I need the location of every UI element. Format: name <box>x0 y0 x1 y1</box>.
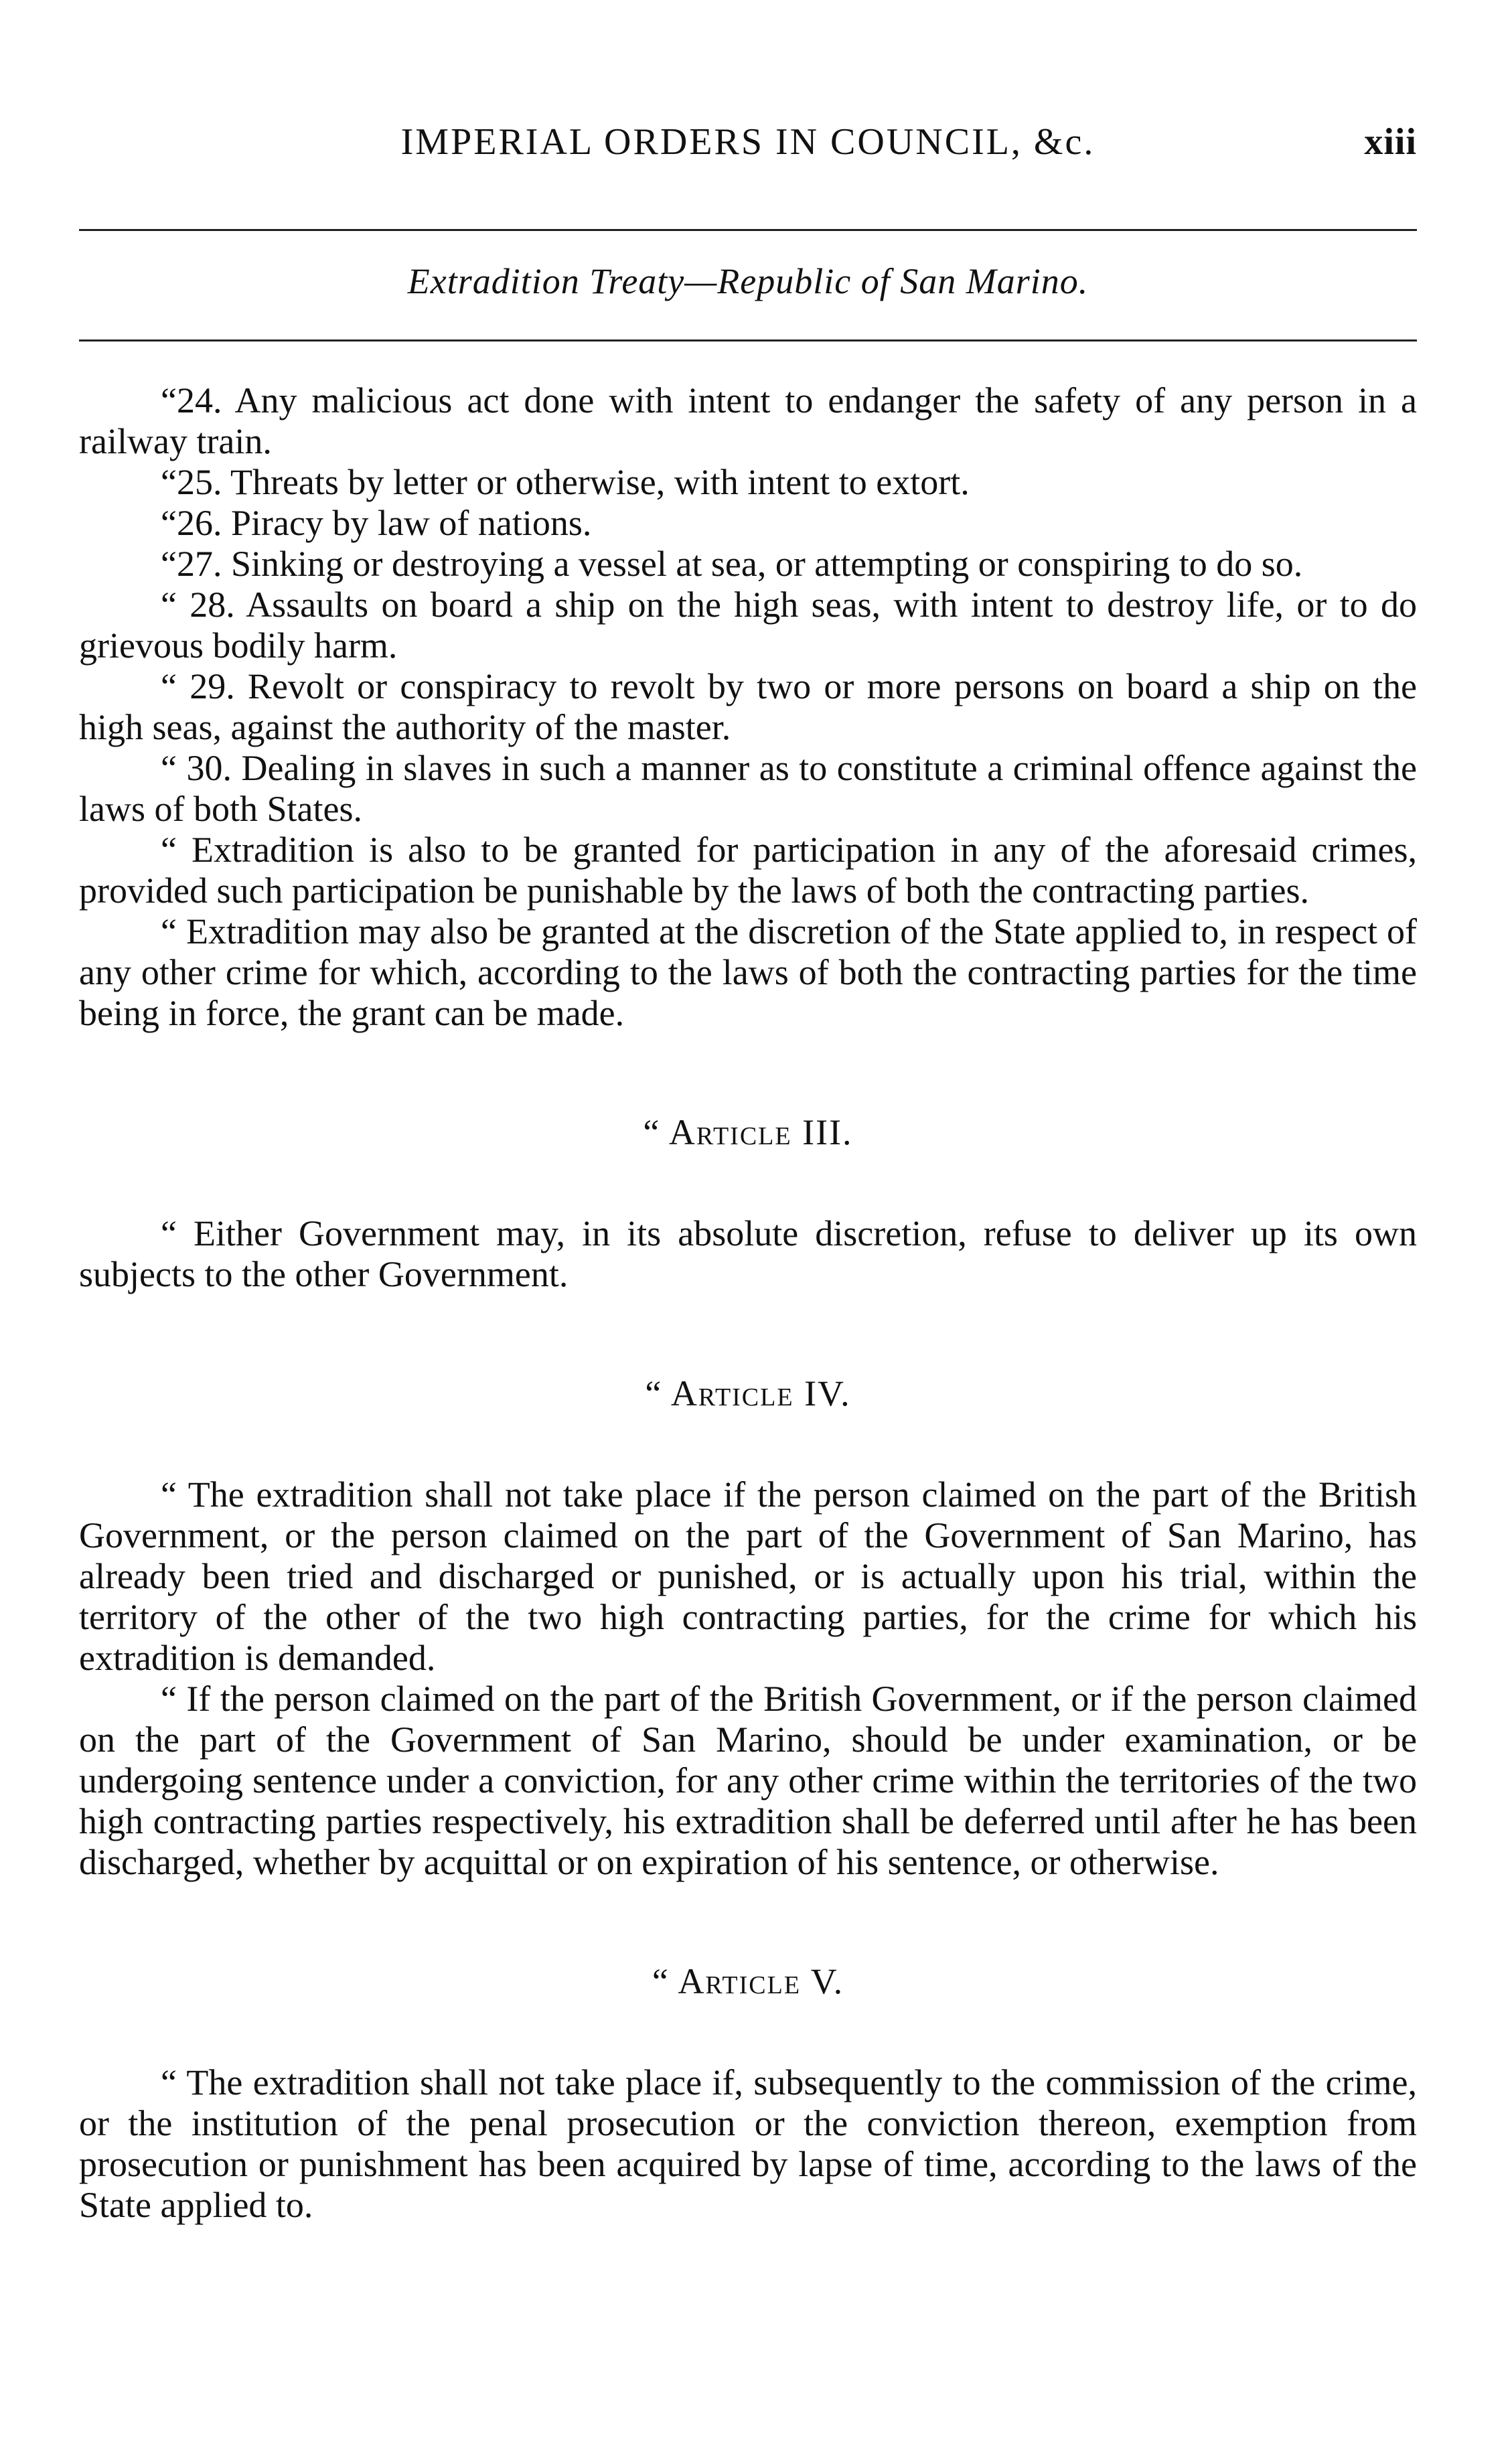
paragraph: “25. Threats by letter or otherwise, with intent to extort. <box>161 462 970 502</box>
paragraph: “ The extradition shall not take place if the person claimed on the part of the British Government, or the person claimed on the part of the Government of San Marino, has already been tried and discharged or punished, or is actually upon his trial, within the territory of the other of the two high contracting parties, for the crime for which his extradition is demanded. <box>79 1474 1417 1678</box>
article-v-body <box>79 2062 1417 2226</box>
paragraph: “ Extradition is also to be granted for participation in any of the aforesaid crimes, provided such participation be punishable by the laws of both the contracting parties. <box>79 830 1417 911</box>
paragraph: “ 29. Revolt or conspiracy to revolt by two or more persons on board a ship on the high seas, against the authority of the master. <box>79 666 1417 747</box>
article-iv-heading <box>79 1373 1417 1414</box>
section-subheading: Extradition Treaty—Republic of San Marino. <box>407 261 1089 301</box>
document-page <box>79 121 1417 2226</box>
header-rule <box>79 229 1417 231</box>
paragraph: “24. Any malicious act done with intent to endanger the safety of any person in a railway train. <box>79 380 1417 461</box>
article-iii-heading <box>79 1112 1417 1153</box>
article-heading-text: “ Article IV. <box>645 1373 851 1413</box>
running-head-title: IMPERIAL ORDERS IN COUNCIL, &c. <box>400 121 1095 163</box>
paragraph: “ 28. Assaults on board a ship on the high seas, with intent to destroy life, or to do grievous bodily harm. <box>79 585 1417 666</box>
paragraph: “ Extradition may also be granted at the discretion of the State applied to, in respect of any other crime for which, according to the laws of both the contracting parties for the time being in force, the grant can be made. <box>79 911 1417 1033</box>
paragraph: “ If the person claimed on the part of the British Government, or if the person claimed on the part of the Government of San Marino, should be under examination, or be undergoing sentence under a conviction, for any other crime within the territories of the two high contracting parties respectively, his extradition shall be deferred until after he has been discharged, whether by acquittal or on expiration of his sentence, or otherwise. <box>79 1679 1417 1882</box>
page-number: xiii <box>1364 121 1417 163</box>
subheading-rule <box>79 339 1417 341</box>
paragraph: “ 30. Dealing in slaves in such a manner as to constitute a criminal offence against the laws of both States. <box>79 748 1417 829</box>
paragraph: “26. Piracy by law of nations. <box>161 503 592 543</box>
article-ii-continuation <box>79 380 1417 1034</box>
article-heading-text: “ Article V. <box>652 1961 844 2001</box>
paragraph: “27. Sinking or destroying a vessel at sea, or attempting or conspiring to do so. <box>161 544 1303 584</box>
article-iv-body <box>79 1474 1417 1883</box>
paragraph: “ The extradition shall not take place if, subsequently to the commission of the crime, or the institution of the penal prosecution or the conviction thereon, exemption from prosecution or punishment has been acquired by lapse of time, according to the laws of the State applied to. <box>79 2062 1417 2225</box>
article-iii-body <box>79 1213 1417 1295</box>
article-heading-text: “ Article III. <box>643 1112 853 1152</box>
running-head <box>79 121 1417 181</box>
paragraph: “ Either Government may, in its absolute discretion, refuse to deliver up its own subjects to the other Government. <box>79 1213 1417 1294</box>
article-v-heading <box>79 1961 1417 2002</box>
